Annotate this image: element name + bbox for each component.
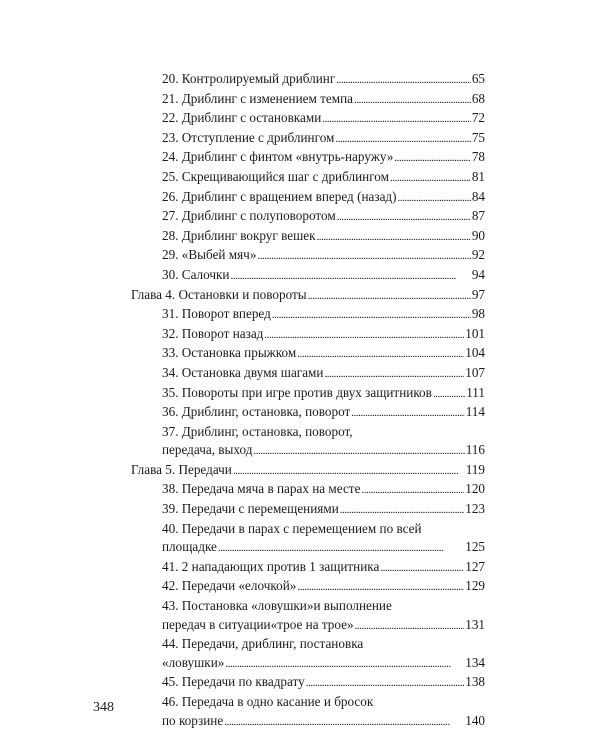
toc-title: 43. Постановка «ловушки»и выполнение xyxy=(162,598,392,614)
dot-leader xyxy=(224,712,464,732)
toc-entry xyxy=(131,693,485,731)
toc-line xyxy=(131,266,485,286)
toc-entry xyxy=(131,558,485,578)
toc-title: Глава 4. Остановки и повороты xyxy=(131,286,307,302)
toc-line xyxy=(131,423,485,442)
toc-entry xyxy=(131,188,485,208)
toc-line xyxy=(131,673,485,693)
toc-entry xyxy=(131,480,485,500)
toc-entry xyxy=(131,577,485,597)
toc-title: по корзине xyxy=(162,712,224,728)
toc-title: 36. Дриблинг, остановка, поворот xyxy=(162,404,351,420)
dot-leader xyxy=(398,188,471,208)
toc-page-number: 97 xyxy=(471,286,485,302)
toc-entry xyxy=(131,500,485,520)
dot-leader xyxy=(272,305,471,325)
toc-line xyxy=(131,286,485,306)
toc-title: 27. Дриблинг с полуповоротом xyxy=(162,208,336,224)
toc-line xyxy=(131,305,485,325)
dot-leader xyxy=(336,70,471,90)
toc-page-number: 101 xyxy=(465,325,485,341)
toc-page-number: 75 xyxy=(471,129,485,145)
toc-entry xyxy=(131,246,485,266)
dot-leader xyxy=(361,480,464,500)
toc-line xyxy=(131,168,485,188)
toc-page-number: 81 xyxy=(471,168,485,184)
toc-page-number: 111 xyxy=(466,384,485,400)
toc-line xyxy=(131,90,485,110)
toc-line xyxy=(131,712,485,732)
toc-title: 44. Передачи, дриблинг, постановка xyxy=(162,636,364,652)
toc-entry xyxy=(131,227,485,247)
toc-line xyxy=(131,441,485,461)
toc-page-number: 129 xyxy=(465,578,485,594)
dot-leader xyxy=(218,538,464,558)
toc-title: передача, выход xyxy=(162,442,253,458)
toc-title: 24. Дриблинг с финтом «внутрь-наружу» xyxy=(162,149,394,165)
toc-page-number: 127 xyxy=(465,558,485,574)
toc-title: Глава 5. Передачи xyxy=(131,461,232,477)
toc-line xyxy=(131,364,485,384)
toc-line xyxy=(131,635,485,654)
dot-leader xyxy=(233,461,465,481)
toc-title: 37. Дриблинг, остановка, поворот, xyxy=(162,423,353,439)
dot-leader xyxy=(335,129,470,149)
toc-page-number: 94 xyxy=(471,266,485,282)
toc-entry xyxy=(131,423,485,461)
toc-page-number: 119 xyxy=(465,461,485,477)
toc-entry xyxy=(131,70,485,90)
toc-entry xyxy=(131,673,485,693)
dot-leader xyxy=(324,364,464,384)
toc-title: передач в ситуации«трое на трое» xyxy=(162,616,354,632)
toc-line xyxy=(131,520,485,539)
toc-line xyxy=(131,616,485,636)
dot-leader xyxy=(322,109,471,129)
dot-leader xyxy=(297,577,464,597)
toc-line xyxy=(131,500,485,520)
toc-page-number: 98 xyxy=(471,306,485,322)
toc-title: 31. Поворот вперед xyxy=(162,306,271,322)
dot-leader xyxy=(225,654,464,674)
toc-line xyxy=(131,70,485,90)
toc-line xyxy=(131,597,485,616)
toc-page-number: 120 xyxy=(465,481,485,497)
toc-line xyxy=(131,480,485,500)
toc-title: 41. 2 нападающих против 1 защитника xyxy=(162,558,380,574)
toc-entry xyxy=(131,344,485,364)
toc-page-number: 65 xyxy=(471,71,485,86)
toc-title: 42. Передачи «елочкой» xyxy=(162,578,297,594)
toc-title: 26. Дриблинг с вращением вперед (назад) xyxy=(162,188,397,204)
toc-entry xyxy=(131,207,485,227)
toc-entry xyxy=(131,129,485,149)
dot-leader xyxy=(257,246,470,266)
toc-line xyxy=(131,188,485,208)
toc-entry xyxy=(131,520,485,558)
toc-title: 32. Поворот назад xyxy=(162,325,264,341)
toc-title: 40. Передачи в парах с перемещением по всей xyxy=(162,520,422,536)
toc-title: 34. Остановка двумя шагами xyxy=(162,364,324,380)
dot-leader xyxy=(308,286,471,306)
toc-title: 38. Передача мяча в парах на месте xyxy=(162,481,361,497)
toc-line xyxy=(131,384,485,404)
toc-line xyxy=(131,325,485,345)
toc-title: 23. Отступление с дриблингом xyxy=(162,129,335,145)
toc-line xyxy=(131,577,485,597)
toc-title: 20. Контролируемый дриблинг xyxy=(162,71,336,86)
toc-line xyxy=(131,654,485,674)
page-number: 348 xyxy=(93,700,114,715)
toc-page-number: 138 xyxy=(465,674,485,690)
toc-page-number: 131 xyxy=(465,616,485,632)
toc-title: 46. Передача в одно касание и бросок xyxy=(162,694,374,709)
toc-page-number: 72 xyxy=(471,110,485,126)
toc-entry xyxy=(131,325,485,345)
toc-title: 35. Повороты при игре против двух защитников xyxy=(162,384,432,400)
toc-line xyxy=(131,207,485,227)
toc-entry xyxy=(131,266,485,286)
toc-line xyxy=(131,109,485,129)
toc-page-number: 78 xyxy=(471,149,485,165)
toc-page-number: 125 xyxy=(465,539,485,555)
toc-line xyxy=(131,403,485,423)
toc-entry xyxy=(131,597,485,635)
toc-line xyxy=(131,344,485,364)
dot-leader xyxy=(316,227,470,247)
toc-page-number: 68 xyxy=(471,90,485,106)
toc-title: 30. Салочки xyxy=(162,266,230,282)
toc-title: 45. Передачи по квадрату xyxy=(162,674,305,690)
toc-page-number: 116 xyxy=(465,442,485,458)
toc-entry xyxy=(131,403,485,423)
toc-entry xyxy=(131,305,485,325)
toc-page-number: 140 xyxy=(465,712,485,728)
toc-title: 33. Остановка прыжком xyxy=(162,345,297,361)
dot-leader xyxy=(340,500,464,520)
dot-leader xyxy=(394,148,470,168)
table-of-contents xyxy=(131,70,485,731)
toc-entry xyxy=(131,168,485,188)
toc-line xyxy=(131,558,485,578)
dot-leader xyxy=(337,207,471,227)
toc-page-number: 92 xyxy=(471,247,485,263)
toc-entry xyxy=(131,109,485,129)
dot-leader xyxy=(306,673,465,693)
toc-title: 21. Дриблинг с изменением темпа xyxy=(162,90,354,106)
toc-entry xyxy=(131,384,485,404)
toc-entry xyxy=(131,90,485,110)
toc-entry xyxy=(131,635,485,673)
toc-page-number: 114 xyxy=(465,404,485,420)
toc-chapter xyxy=(131,286,485,306)
toc-title: 29. «Выбей мяч» xyxy=(162,247,257,263)
toc-title: 39. Передачи с перемещениями xyxy=(162,501,339,517)
toc-title: 22. Дриблинг с остановками xyxy=(162,110,322,126)
toc-line xyxy=(131,129,485,149)
toc-line xyxy=(131,227,485,247)
dot-leader xyxy=(264,325,464,345)
dot-leader xyxy=(390,168,471,188)
toc-entry xyxy=(131,364,485,384)
toc-line xyxy=(131,148,485,168)
toc-page-number: 123 xyxy=(465,501,485,517)
toc-page-number: 134 xyxy=(465,654,485,670)
toc-chapter xyxy=(131,461,485,481)
toc-page-number: 87 xyxy=(471,208,485,224)
toc-title: 28. Дриблинг вокруг вешек xyxy=(162,227,316,243)
dot-leader xyxy=(351,403,464,423)
dot-leader xyxy=(297,344,464,364)
toc-title: «ловушки» xyxy=(162,654,225,670)
toc-entry xyxy=(131,148,485,168)
toc-page-number: 84 xyxy=(471,188,485,204)
toc-line xyxy=(131,538,485,558)
dot-leader xyxy=(253,441,464,461)
dot-leader xyxy=(380,558,464,578)
toc-line xyxy=(131,693,485,712)
dot-leader xyxy=(354,90,471,110)
toc-page-number: 104 xyxy=(465,345,485,361)
toc-page-number: 107 xyxy=(465,364,485,380)
toc-page-number: 90 xyxy=(471,227,485,243)
toc-line xyxy=(131,461,485,481)
toc-title: площадке xyxy=(162,539,217,555)
dot-leader xyxy=(355,616,465,636)
dot-leader xyxy=(433,384,465,404)
toc-line xyxy=(131,246,485,266)
toc-title: 25. Скрещивающийся шаг с дриблингом xyxy=(162,168,389,184)
dot-leader xyxy=(230,266,470,286)
